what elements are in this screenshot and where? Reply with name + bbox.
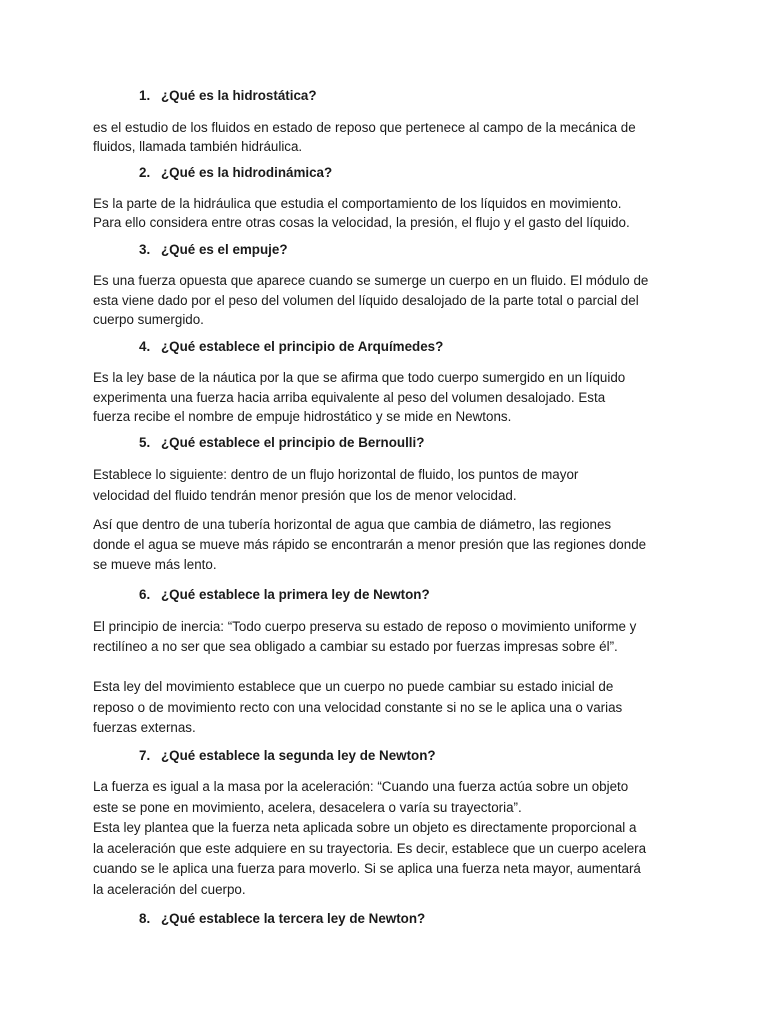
- question-number: 7.: [139, 748, 151, 763]
- answer-line: Así que dentro de una tubería horizontal de agua que cambia de diámetro, las regiones: [93, 517, 612, 532]
- question-3: [139, 242, 288, 257]
- answer-line: fuerzas externas.: [93, 720, 196, 735]
- answer-line: Es una fuerza opuesta que aparece cuando se sumerge un cuerpo en un fluido. El módulo de: [93, 273, 649, 288]
- answer-5a: [93, 464, 693, 506]
- answer-6b: [93, 677, 693, 739]
- question-text: ¿Qué es la hidrostática?: [161, 88, 317, 103]
- answer-line: fluidos, llamada también hidráulica.: [93, 139, 303, 154]
- question-text: ¿Qué establece la primera ley de Newton?: [161, 587, 430, 602]
- answer-4: [93, 368, 693, 427]
- answer-line: fuerza recibe el nombre de empuje hidrostático y se mide en Newtons.: [93, 409, 512, 424]
- answer-line: esta viene dado por el peso del volumen del líquido desalojado de la parte total o parcial del: [93, 292, 639, 308]
- answer-2: [93, 194, 693, 232]
- answer-line: Establece lo siguiente: dentro de un flujo horizontal de fluido, los puntos de mayor: [93, 467, 579, 482]
- answer-line: reposo o de movimiento recto con una velocidad constante si no se le aplica una o varias: [93, 699, 623, 715]
- question-1: [139, 88, 317, 103]
- answer-line: cuando se le aplica una fuerza para moverlo. Si se aplica una fuerza neta mayor, aumentará: [93, 861, 641, 876]
- question-6: [139, 587, 430, 602]
- answer-line: El principio de inercia: “Todo cuerpo preserva su estado de reposo o movimiento uniforme y: [93, 619, 637, 634]
- question-5: [139, 435, 424, 450]
- question-number: 2.: [139, 165, 151, 180]
- answer-line: velocidad del fluido tendrán menor presión que los de menor velocidad.: [93, 488, 517, 503]
- question-text: ¿Qué establece el principio de Arquímedes?: [161, 339, 444, 354]
- answer-5b: [93, 515, 693, 575]
- answer-line: Para ello considera entre otras cosas la velocidad, la presión, el flujo y el gasto del líquido.: [93, 215, 630, 230]
- answer-line: este se pone en movimiento, acelera, desacelera o varía su trayectoria”.: [93, 799, 522, 815]
- answer-line: es el estudio de los fluidos en estado de reposo que pertenece al campo de la mecánica de: [93, 120, 636, 135]
- answer-line: la aceleración que este adquiere en su trayectoria. Es decir, establece que un cuerpo acelera: [93, 840, 647, 856]
- question-4: [139, 339, 443, 354]
- answer-7: [93, 777, 693, 900]
- question-text: ¿Qué es la hidrodinámica?: [161, 165, 333, 180]
- answer-3: [93, 271, 693, 330]
- question-number: 6.: [139, 587, 151, 602]
- question-2: [139, 165, 332, 180]
- answer-line: Esta ley del movimiento establece que un cuerpo no puede cambiar su estado inicial de: [93, 679, 614, 694]
- question-text: ¿Qué establece la segunda ley de Newton?: [161, 748, 436, 763]
- question-8: [139, 911, 425, 926]
- answer-line: cuerpo sumergido.: [93, 312, 204, 327]
- answer-line: la aceleración del cuerpo.: [93, 881, 246, 897]
- answer-line: experimenta una fuerza hacia arriba equivalente al peso del volumen desalojado. Esta: [93, 389, 606, 405]
- question-number: 1.: [139, 88, 151, 103]
- question-text: ¿Qué establece el principio de Bernoulli?: [161, 435, 425, 450]
- answer-line: Esta ley plantea que la fuerza neta aplicada sobre un objeto es directamente proporcional a: [93, 820, 637, 835]
- answer-line: Es la parte de la hidráulica que estudia el comportamiento de los líquidos en movimiento.: [93, 196, 622, 211]
- question-number: 3.: [139, 242, 151, 257]
- answer-line: La fuerza es igual a la masa por la aceleración: “Cuando una fuerza actúa sobre un objeto: [93, 779, 629, 794]
- answer-line: se mueve más lento.: [93, 557, 217, 572]
- answer-6a: [93, 617, 693, 657]
- question-text: ¿Qué establece la tercera ley de Newton?: [161, 911, 426, 926]
- question-text: ¿Qué es el empuje?: [161, 242, 288, 257]
- question-number: 4.: [139, 339, 151, 354]
- answer-1: [93, 118, 693, 156]
- answer-line: rectilíneo a no ser que sea obligado a cambiar su estado por fuerzas impresas sobre él”.: [93, 639, 618, 654]
- question-7: [139, 748, 436, 763]
- question-number: 8.: [139, 911, 151, 926]
- answer-line: Es la ley base de la náutica por la que se afirma que todo cuerpo sumergido en un líquido: [93, 370, 626, 385]
- answer-line: donde el agua se mueve más rápido se encontrarán a menor presión que las regiones donde: [93, 537, 647, 552]
- question-number: 5.: [139, 435, 151, 450]
